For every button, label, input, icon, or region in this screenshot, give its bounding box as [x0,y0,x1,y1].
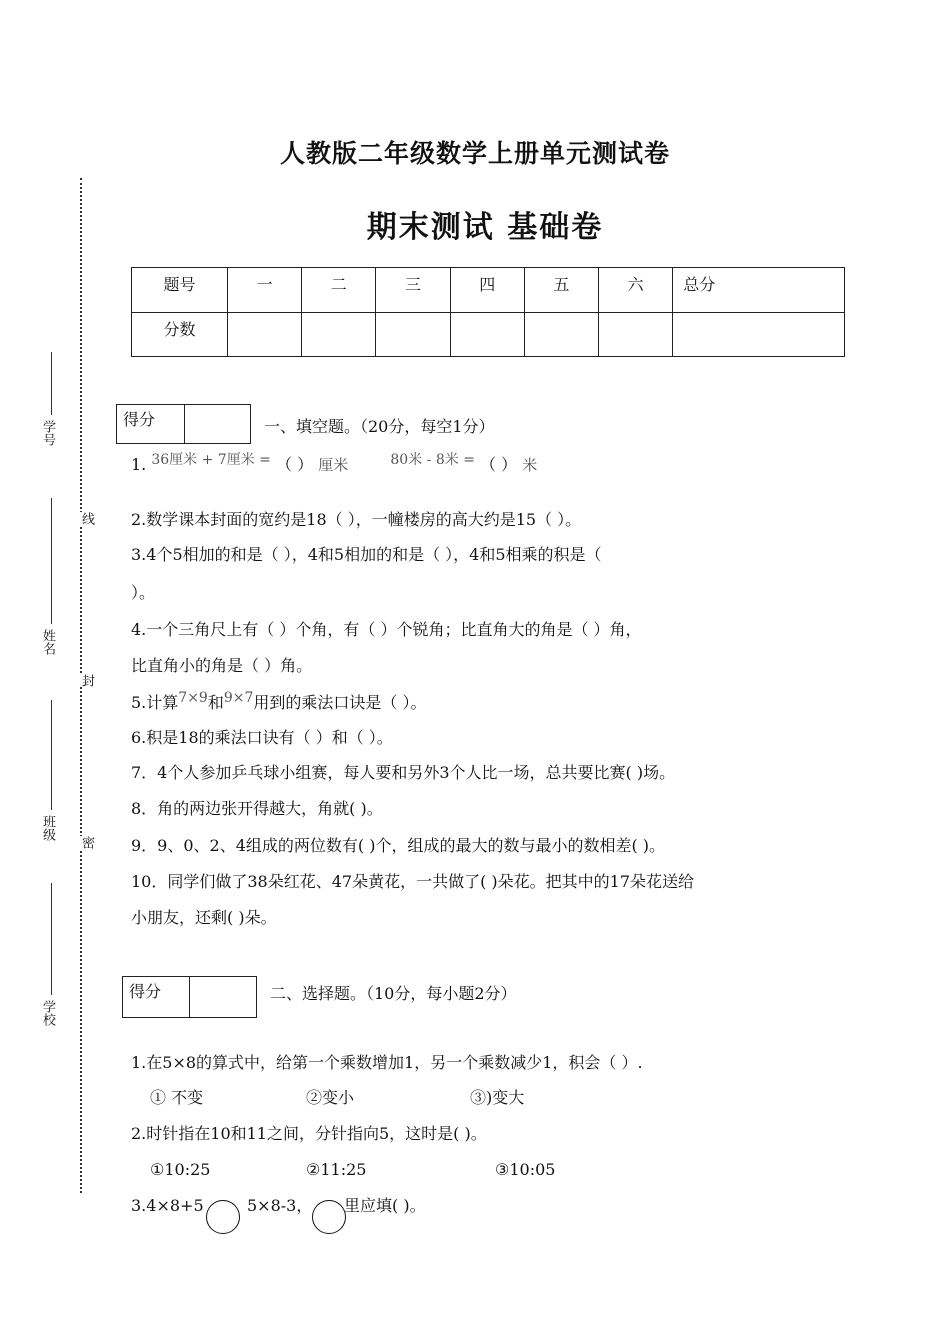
class-blank[interactable] [51,700,52,810]
school-label: 学校 [40,1000,55,1026]
q2-2-option-c[interactable]: ③10:05 [495,1160,556,1179]
score-cell[interactable] [450,312,524,357]
q2-3-part-2: 5×8-3， [247,1196,313,1215]
class-label: 班级 [40,815,55,841]
question-1-4: 4.一个三角尺上有（ ）个角，有（ ）个锐角；比直角大的角是（ ）角， [131,620,642,639]
q2-2-option-b[interactable]: ②11:25 [306,1160,367,1179]
q1-answer-b[interactable]: （ ） [480,455,518,474]
q1-number: 1. [131,455,147,474]
question-1-9: 9．9、0、2、4组成的两位数有( )个，组成的最大的数与最小的数相差( )。 [131,836,666,855]
question-1-7: 7．4个人参加乒乓球小组赛，每人要和另外3个人比一场，总共要比赛( )场。 [131,763,676,782]
question-1-6: 6.积是18的乘法口诀有（ ）和（ ）。 [131,728,393,747]
score-row-label: 分数 [132,312,228,357]
name-label: 姓名 [40,629,55,655]
question-2-2: 2.时针指在10和11之间，分针指向5，这时是( )。 [131,1124,487,1143]
question-1-4-cont: 比直角小的角是（ ）角。 [131,656,313,675]
q1-unit-b: 米 [522,456,538,474]
section1-score-box [116,404,251,444]
q2-2-option-a[interactable]: ①10:25 [150,1160,211,1179]
score-header-cell: 一 [228,268,302,313]
question-1-8: 8．角的两边张开得越大，角就( )。 [131,799,383,818]
score-cell[interactable] [673,312,845,357]
q2-3-part-3: 里应填( )。 [344,1196,426,1215]
score-header-cell: 二 [302,268,376,313]
section1-heading: 一、填空题。（20分，每空1分） [264,417,495,436]
name-blank[interactable] [51,498,52,624]
score-cell[interactable] [228,312,302,357]
score-cell[interactable] [599,312,673,357]
q2-1-option-a[interactable]: ① 不变 [150,1088,204,1107]
score-cell[interactable] [524,312,598,357]
score-header-cell: 六 [599,268,673,313]
q5-mid: 和 [207,693,224,712]
question-2-1: 1.在5×8的算式中，给第一个乘数增加1，另一个乘数减少1，积会（ ）. [131,1053,643,1072]
score-header-cell: 三 [376,268,450,313]
q2-1-option-b[interactable]: ②变小 [306,1088,355,1107]
question-1-3: 3.4个5相加的和是（ ），4和5相加的和是（ ），4和5相乘的积是（ [131,545,602,564]
section2-score-box [122,976,257,1018]
score-table-header-row [132,268,845,313]
q5-after: 用到的乘法口诀是（ ）。 [253,693,427,712]
score-header-cell: 五 [524,268,598,313]
question-1-10-cont: 小朋友，还剩( )朵。 [131,908,277,927]
score-table [131,267,845,357]
question-1-1 [131,452,538,476]
q2-3-circle-1[interactable] [206,1200,240,1234]
seal-mark-line: 线 [79,512,94,525]
page-subtitle: 期末测试 基础卷 [366,210,604,245]
q2-3-circle-2[interactable] [312,1200,346,1234]
section2-score-label: 得分 [123,977,190,1017]
seal-mark-seal: 封 [79,674,94,687]
seal-mark-secret: 密 [79,836,94,849]
q5-expression-2: 9×7 [223,690,254,706]
score-header-cell: 题号 [132,268,228,313]
q1-expression-b: 80米 - 8米 = [390,452,475,468]
q2-1-option-c[interactable]: ③)变大 [470,1088,525,1107]
q2-3-part-1: 3.4×8+5 [131,1196,204,1215]
score-header-cell: 四 [450,268,524,313]
score-cell[interactable] [302,312,376,357]
question-1-10: 10．同学们做了38朵红花、47朵黄花，一共做了( )朵花。把其中的17朵花送给 [131,872,695,891]
section1-score-label: 得分 [117,405,185,443]
student-id-label: 学号 [40,420,55,446]
page-title: 人教版二年级数学上册单元测试卷 [279,139,670,168]
student-id-blank[interactable] [51,352,52,415]
q1-answer-a[interactable]: （ ） [276,455,314,474]
question-1-2: 2.数学课本封面的宽约是18（ ），一幢楼房的高大约是15（ ）。 [131,510,582,529]
q1-expression-a: 36厘米 + 7厘米 = [151,452,271,468]
score-header-cell: 总分 [673,268,845,313]
school-blank[interactable] [51,883,52,995]
score-cell[interactable] [376,312,450,357]
q5-before: 5.计算 [131,693,179,712]
q5-expression-1: 7×9 [178,690,208,706]
question-1-3-cont: ）。 [131,583,156,602]
score-table-score-row [132,312,845,357]
q1-unit-a: 厘米 [318,456,349,474]
section2-heading: 二、选择题。（10分，每小题2分） [270,984,517,1003]
question-1-5 [131,690,427,714]
